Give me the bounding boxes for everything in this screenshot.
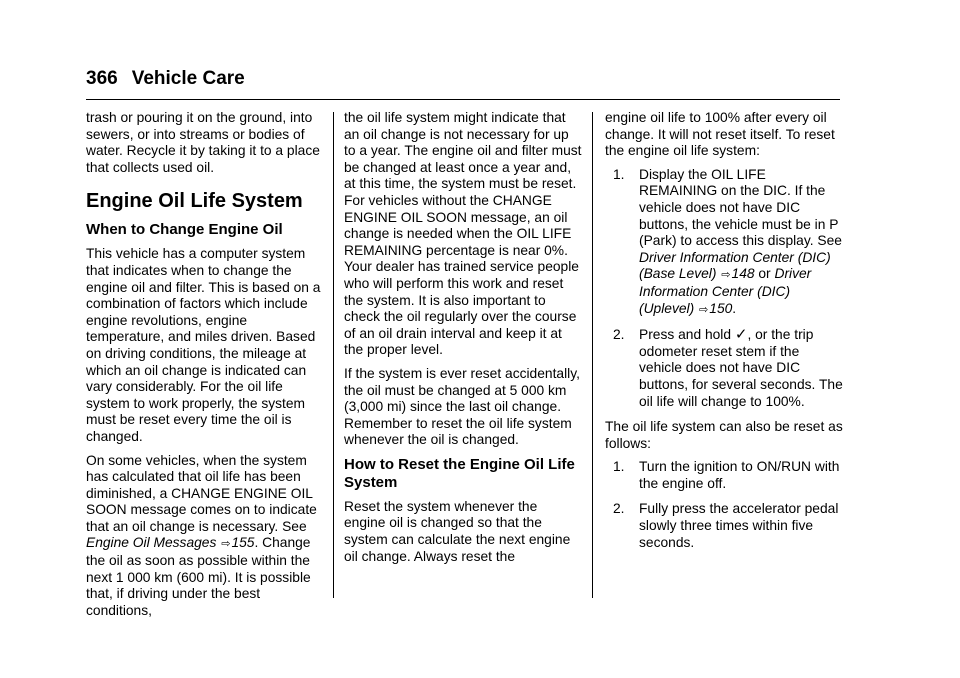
ref-page: 148 [731, 266, 755, 282]
text: Press and hold [639, 327, 735, 343]
step-number: 1. [613, 166, 625, 182]
heading-when-to-change: When to Change Engine Oil [86, 221, 283, 239]
paragraph: the oil life system might indicate that an oil change is not necessary for up to a year. The engine oil and filter must be changed at least once a year and, at this time, the system must be reset. For vehicles without the CHANGE ENGINE OIL SOON message, an oil change is needed when the OIL LIFE REMAINING percentage is near 0%. Your dealer has trained service people who will perform this work and reset the system. It is also important to check the oil regularly over the course of an oil drain interval and keep it at the proper level. [344, 110, 582, 358]
list-item [605, 501, 843, 551]
page-number: 366 [86, 68, 118, 89]
paragraph: The oil life system can also be reset as follows: [605, 419, 843, 451]
text: Turn the ignition to ON/RUN with the engine off. [639, 459, 840, 491]
list-item [605, 167, 843, 318]
text: , or the trip odometer reset stem if the vehicle does not have DIC buttons, for several seconds. The oil life will change to 100%. [639, 327, 843, 409]
list-item [605, 459, 843, 492]
step-number: 2. [613, 501, 625, 517]
ref-page: 150 [709, 300, 733, 316]
paragraph: trash or pouring it on the ground, into sewers, or into streams or bodies of water. Recycle it by taking it to a place that collects used oil. [86, 110, 320, 175]
text: Fully press the accelerator pedal slowly three times within five seconds. [639, 501, 839, 550]
text: Display the OIL LIFE REMAINING on the DIC. If the vehicle does not have DIC buttons, the vehicle must be in P (Park) to access this display. See [639, 166, 842, 249]
text: or [754, 266, 775, 282]
paragraph [86, 453, 322, 620]
text: . [732, 300, 737, 316]
column-3 [605, 110, 843, 560]
column-1 [86, 110, 322, 626]
step-number: 2. [613, 327, 625, 343]
paragraph: If the system is ever reset accidentally, the oil must be changed at 5 000 km (3,000 mi) since the last oil change. Remember to reset the oil life system whenever the oil is changed. [344, 365, 580, 448]
page-arrow-icon: ⇨ [699, 303, 709, 316]
ref-title: Driver Information Center (DIC) (Base Level) [639, 249, 831, 282]
page-header [86, 68, 245, 90]
heading-engine-oil-life-system: Engine Oil Life System [86, 190, 303, 213]
alternate-reset-steps-list [605, 459, 843, 551]
paragraph: Reset the system whenever the engine oil is changed so that the system can calculate the next engine oil change. Always reset the [344, 498, 571, 564]
list-item [605, 327, 843, 410]
text: . Change the oil as soon as possible within the next 1 000 km (600 mi). It is possible that, if driving under the best conditions, [86, 535, 311, 618]
ref-title: Driver Information Center (DIC) (Uplevel) [639, 266, 812, 316]
cross-reference-link[interactable] [86, 535, 254, 550]
paragraph: This vehicle has a computer system that indicates when to change the engine oil and filter. This is based on a combination of factors which include engine revolutions, engine temperature, and miles driven. Based on driving conditions, the mileage at which an oil change is indicated can vary considerably. For the oil life system to work properly, the system must be reset every time the oil is changed. [86, 246, 321, 444]
ref-title: Engine Oil Messages [86, 535, 217, 551]
column-divider [333, 112, 334, 598]
page-arrow-icon: ⇨ [721, 269, 731, 282]
column-2 [344, 110, 582, 572]
text: On some vehicles, when the system has calculated that oil life has been diminished, a CHANGE ENGINE OIL SOON message comes on to indicate that an oil change is necessary. See [86, 452, 317, 534]
page-arrow-icon: ⇨ [221, 538, 231, 551]
heading-how-to-reset: How to Reset the Engine Oil Life System [344, 455, 575, 491]
paragraph: engine oil life to 100% after every oil change. It will not reset itself. To reset the engine oil life system: [605, 110, 835, 159]
column-divider [592, 112, 593, 598]
section-title: Vehicle Care [131, 68, 245, 89]
ref-page: 155 [231, 535, 255, 551]
reset-steps-list [605, 167, 843, 410]
checkmark-icon: ✓ [734, 326, 748, 344]
step-number: 1. [613, 459, 625, 475]
header-rule [86, 99, 840, 100]
